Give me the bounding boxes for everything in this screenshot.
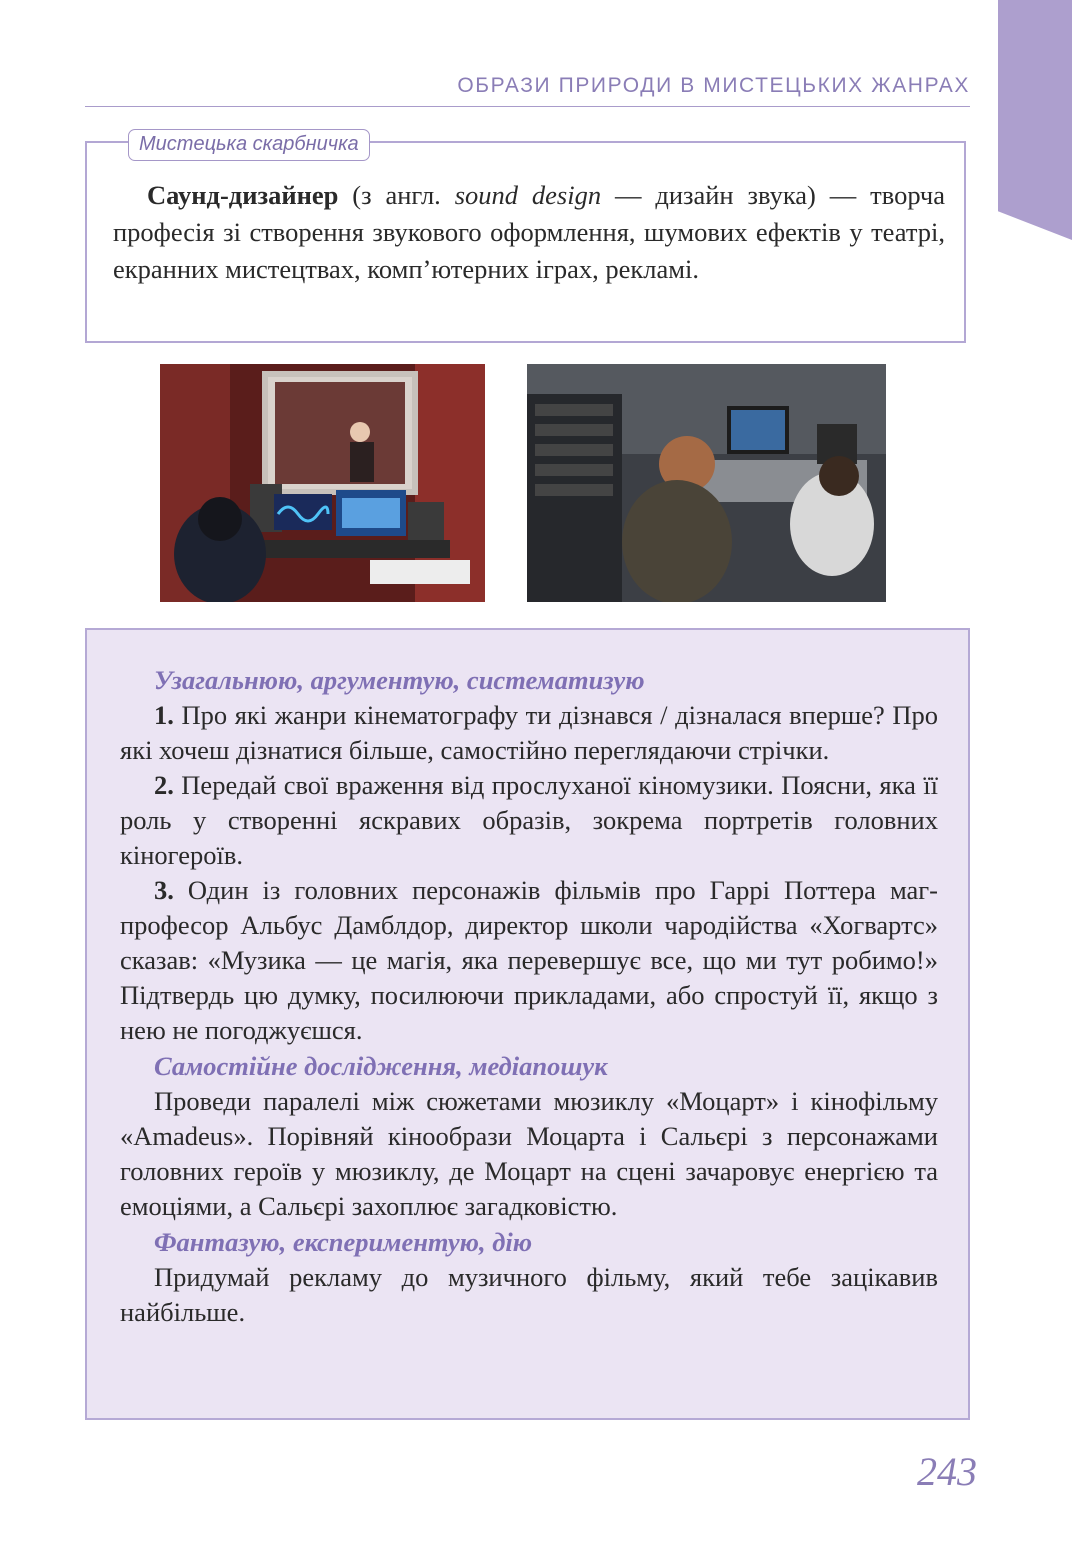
section-heading-research: Самостійне дослідження, медіапошук xyxy=(154,1051,608,1081)
definition-paragraph xyxy=(113,177,945,288)
header-rule xyxy=(85,106,970,107)
fantasize-task: Придумай рекламу до музичного фільму, який тебе зацікавив найбільше. xyxy=(120,1262,938,1327)
definition-term: Саунд-дизайнер xyxy=(147,180,339,210)
research-task: Проведи паралелі між сюжетами мюзиклу «Моцарт» і кінофільму «Amadeus». Порівняй кінообрази Моцарта і Сальєрі з персонажами головних героїв у мюзиклу, де Моцарт на сцені зачаровує енергією та емоціями, а Сальєрі захоплює загадковістю. xyxy=(120,1086,938,1221)
section-heading-fantasize: Фантазую, експериментую, дію xyxy=(154,1227,533,1257)
tasks-box xyxy=(85,628,970,1420)
question-1-text: Про які жанри кінематографу ти дізнався / дізналася вперше? Про які хочеш дізнатися більше, самостійно переглядаючи стрічки. xyxy=(120,700,938,765)
definition-text-before: (з англ. xyxy=(338,180,455,210)
question-2-text: Передай свої враження від прослуханої кіномузики. Поясни, яка її роль у створенні яскравих образів, зокрема портретів головних кіногероїв. xyxy=(120,770,938,870)
mixing-console-photo xyxy=(527,364,886,602)
question-1 xyxy=(120,698,938,768)
recording-booth-photo xyxy=(160,364,485,602)
corner-tab xyxy=(998,0,1072,240)
treasury-tag: Мистецька скарбничка xyxy=(128,129,370,161)
tasks-content xyxy=(120,662,938,1330)
question-1-number: 1. xyxy=(154,700,174,730)
definition-term-en: sound design xyxy=(454,180,602,210)
page-number: 243 xyxy=(917,1449,977,1494)
question-3-number: 3. xyxy=(154,875,174,905)
question-2 xyxy=(120,768,938,873)
question-3-text: Один із головних персонажів фільмів про Гаррі Поттера маг-професор Альбус Дамблдор, директор школи чародійства «Хогвартс» сказав: «Музика — це магія, яка перевершує все, що ми тут робимо!» Підтвердь цю думку, посилюючи прикладами, або спростуй її, якщо з нею не погоджуєшся. xyxy=(120,875,938,1045)
question-2-number: 2. xyxy=(154,770,174,800)
definition-text-rest: — дизайн звука) — творча професія зі створення звукового оформлення, шумових ефектів у театрі, екранних мистецтвах, комп’ютерних іграх, рекламі. xyxy=(113,180,945,284)
running-title: ОБРАЗИ ПРИРОДИ В МИСТЕЦЬКИХ ЖАНРАХ xyxy=(457,74,970,97)
section-heading-generalize: Узагальнюю, аргументую, систематизую xyxy=(154,665,645,695)
treasury-definition xyxy=(113,177,945,288)
question-3 xyxy=(120,873,938,1048)
treasury-box xyxy=(85,133,966,343)
